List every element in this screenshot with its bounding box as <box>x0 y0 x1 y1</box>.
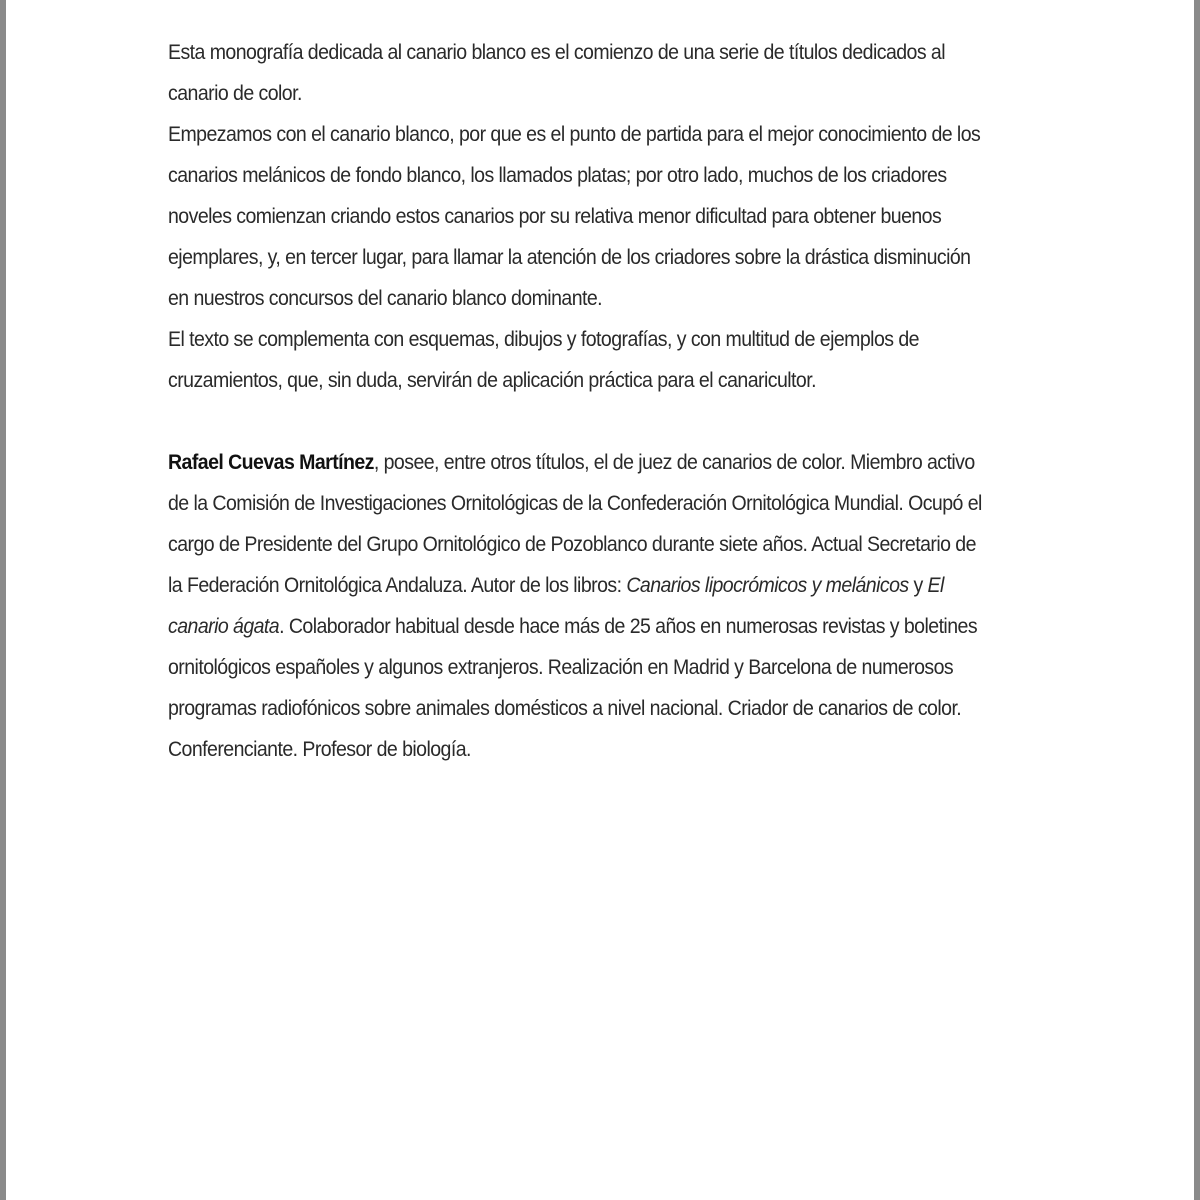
description-paragraph-3: El texto se complementa con esquemas, dibujos y fotografías, y con multitud de ejemplos de cruzamientos, que, sin duda, servirán de aplicación práctica para el canaricultor. <box>168 328 919 392</box>
author-bio <box>168 442 986 770</box>
book-title-1: Canarios lipocrómicos y melánicos <box>626 574 909 597</box>
book-title-2: El canario ágata <box>168 574 944 638</box>
author-bio-text-3: . Colaborador habitual desde hace más de 25 años en numerosas revistas y boletines ornitológicos españoles y algunos extranjeros. Realización en Madrid y Barcelona de numerosos programas radiofónicos sobre animales domésticos a nivel nacional. Criador de canarios de color. Conferenciante. Profesor de biología. <box>168 615 978 761</box>
paragraph-spacer <box>168 401 986 442</box>
author-bio-text-1: , posee, entre otros títulos, el de juez de canarios de color. Miembro activo de la Comisión de Investigaciones Ornitológicas de la Confederación Ornitológica Mundial. Ocupó el cargo de Presidente del Grupo Ornitológico de Pozoblanco durante siete años. Actual Secretario de la Federación Ornitológica Andaluza. Autor de los libros: <box>168 451 982 597</box>
description-paragraph-1: Esta monografía dedicada al canario blanco es el comienzo de una serie de títulos dedicados al canario de color. <box>168 41 946 105</box>
author-name: Rafael Cuevas Martínez <box>168 451 374 474</box>
description-paragraph-2: Empezamos con el canario blanco, por que es el punto de partida para el mejor conocimiento de los canarios melánicos de fondo blanco, los llamados platas; por otro lado, muchos de los criadores noveles comienzan criando estos canarios por su relativa menor dificultad para obtener buenos ejemplares, y, en tercer lugar, para llamar la atención de los criadores sobre la drástica disminución en nuestros concursos del canario blanco dominante. <box>168 123 981 310</box>
author-bio-text-2: y <box>908 574 928 597</box>
back-cover-text <box>168 32 986 770</box>
